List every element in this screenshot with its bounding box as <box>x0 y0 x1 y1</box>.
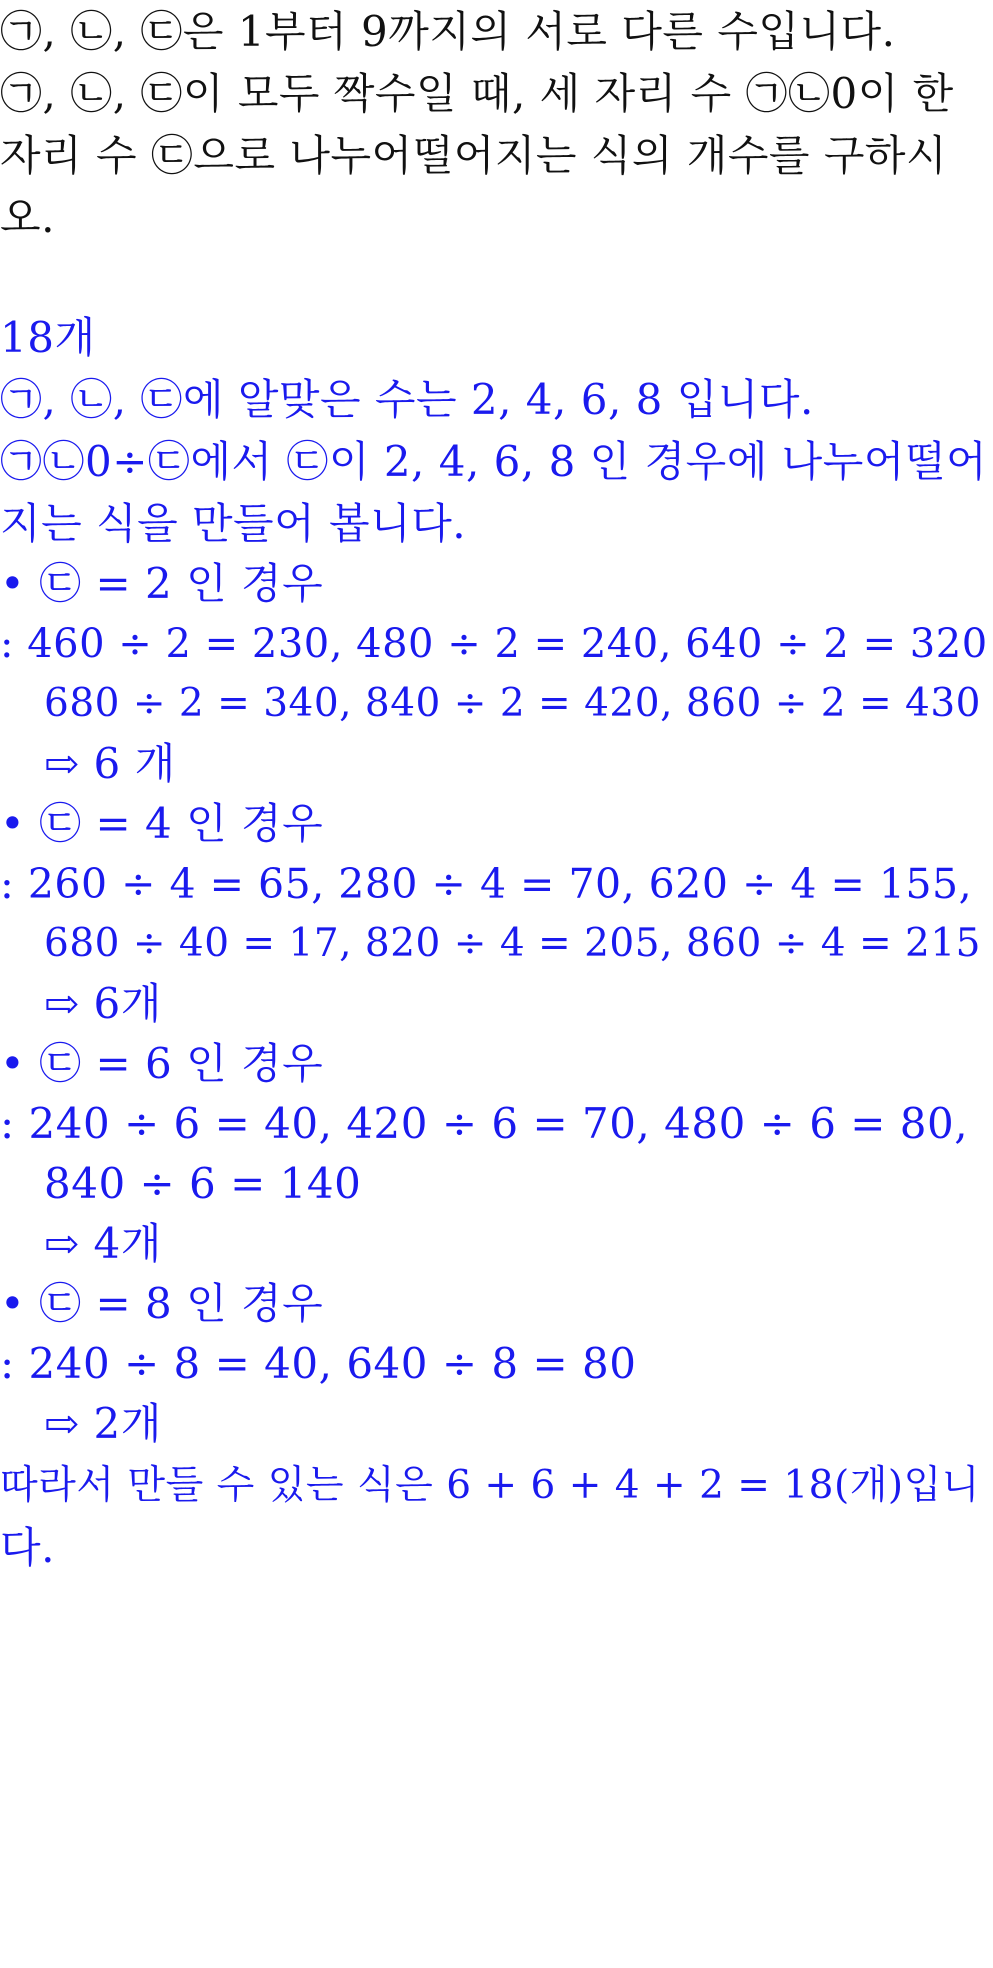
case-6-line-2: 840 ÷ 6 = 140 <box>44 1159 362 1208</box>
conclusion-line-2: 다. <box>0 1523 55 1572</box>
answer-intro-line-2: ㉠㉡0÷㉢에서 ㉢이 2, 4, 6, 8 인 경우에 나누어떨어 <box>0 437 988 486</box>
case-8-count: ⇨ 2개 <box>44 1399 162 1448</box>
question-line-3: 자리 수 ㉢으로 나누어떨어지는 식의 개수를 구하시 <box>0 131 948 180</box>
case-2-line-2: 680 ÷ 2 = 340, 840 ÷ 2 = 420, 860 ÷ 2 = 430 <box>44 681 981 726</box>
case-8-line-1: : 240 ÷ 8 = 40, 640 ÷ 8 = 80 <box>0 1339 637 1388</box>
case-2-header: • ㉢ = 2 인 경우 <box>0 559 324 608</box>
conclusion-line-1: 따라서 만들 수 있는 식은 6 + 6 + 4 + 2 = 18(개)입니 <box>0 1463 980 1508</box>
case-6-header: • ㉢ = 6 인 경우 <box>0 1039 324 1088</box>
case-2-count: ⇨ 6 개 <box>44 739 176 788</box>
case-4-header: • ㉢ = 4 인 경우 <box>0 799 324 848</box>
question-line-4: 오. <box>0 193 55 242</box>
case-4-count: ⇨ 6개 <box>44 979 162 1028</box>
case-6-line-1: : 240 ÷ 6 = 40, 420 ÷ 6 = 70, 480 ÷ 6 = 80, <box>0 1099 969 1148</box>
answer-intro-line-1: ㉠, ㉡, ㉢에 알맞은 수는 2, 4, 6, 8 입니다. <box>0 375 814 424</box>
case-4-line-1: : 260 ÷ 4 = 65, 280 ÷ 4 = 70, 620 ÷ 4 = 155, <box>0 860 973 908</box>
question-line-1: ㉠, ㉡, ㉢은 1부터 9까지의 서로 다른 수입니다. <box>0 7 896 56</box>
question-line-2: ㉠, ㉡, ㉢이 모두 짝수일 때, 세 자리 수 ㉠㉡0이 한 <box>0 69 954 118</box>
case-2-line-1: : 460 ÷ 2 = 230, 480 ÷ 2 = 240, 640 ÷ 2 = 320 <box>0 621 988 667</box>
case-4-line-2: 680 ÷ 40 = 17, 820 ÷ 4 = 205, 860 ÷ 4 = 215 <box>44 921 981 966</box>
case-6-count: ⇨ 4개 <box>44 1219 162 1268</box>
answer-intro-line-3: 지는 식을 만들어 봅니다. <box>0 499 467 548</box>
case-8-header: • ㉢ = 8 인 경우 <box>0 1279 324 1328</box>
answer-result: 18개 <box>0 313 96 362</box>
